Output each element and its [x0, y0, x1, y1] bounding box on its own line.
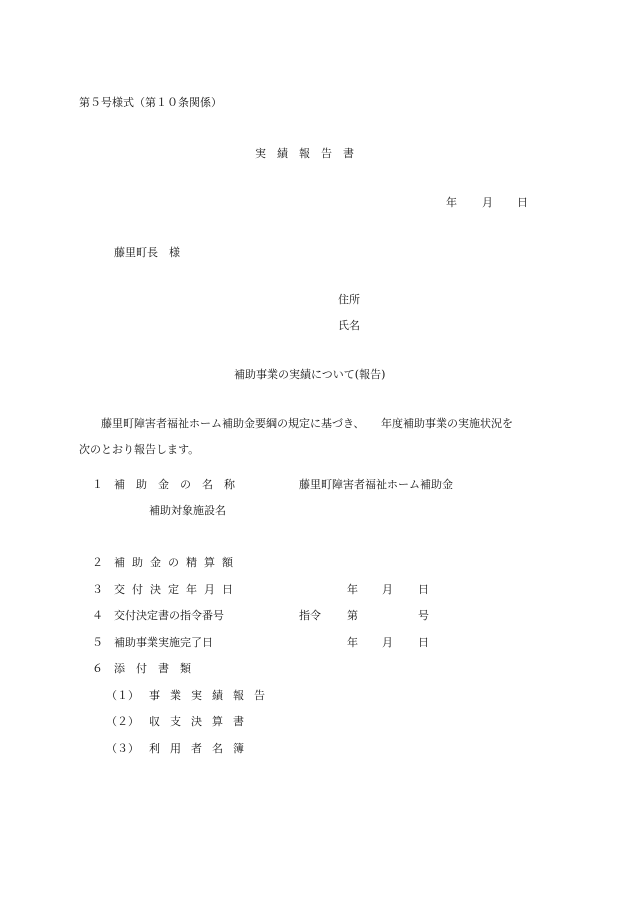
item-2-number: ２	[92, 556, 103, 569]
item-2-label: 補助金の精算額	[114, 556, 240, 569]
document-title: 実績報告書	[255, 147, 365, 160]
item-1-sub-label: 補助対象施設名	[149, 504, 226, 517]
subject-line: 補助事業の実績について(報告)	[234, 368, 386, 381]
attachment-2-number: （２）	[106, 715, 139, 728]
attachment-1-label: 事業実績報告	[149, 689, 275, 702]
date-month: 月	[482, 196, 493, 209]
item-6-label: 添付書類	[114, 662, 202, 675]
attachment-3-label: 利用者名簿	[149, 742, 254, 755]
item-5-label: 補助事業実施完了日	[114, 636, 213, 649]
addressee: 藤里町長 様	[114, 246, 180, 259]
date-day: 日	[517, 196, 528, 209]
address-label: 住所	[338, 293, 360, 306]
attachment-1-number: （１）	[106, 689, 139, 702]
item-3-day: 日	[418, 583, 429, 596]
item-5-month: 月	[382, 636, 393, 649]
date-year: 年	[446, 196, 457, 209]
item-3-number: ３	[92, 583, 103, 596]
item-1-number: １	[92, 478, 103, 491]
item-4-number: ４	[92, 609, 103, 622]
item-6-number: ６	[92, 662, 103, 675]
item-4-label: 交付決定書の指令番号	[114, 609, 224, 622]
item-3-month: 月	[382, 583, 393, 596]
item-5-day: 日	[418, 636, 429, 649]
item-5-number: ５	[92, 636, 103, 649]
item-1-value: 藤里町障害者福祉ホーム補助金	[299, 478, 453, 491]
item-4-shirei: 指令	[299, 609, 321, 622]
item-5-year: 年	[347, 636, 358, 649]
attachment-2-label: 収支決算書	[149, 715, 254, 728]
form-number: 第５号様式（第１０条関係）	[79, 96, 222, 109]
item-4-dai: 第	[347, 609, 358, 622]
attachment-3-number: （３）	[106, 742, 139, 755]
item-3-label: 交付決定年月日	[114, 583, 240, 596]
name-label: 氏名	[338, 319, 360, 332]
body-line-1: 藤里町障害者福祉ホーム補助金要綱の規定に基づき、 年度補助事業の実施状況を	[101, 417, 514, 430]
item-4-go: 号	[418, 609, 429, 622]
body-line-2: 次のとおり報告します。	[79, 443, 200, 456]
item-1-label: 補助金の名称	[114, 478, 246, 491]
item-3-year: 年	[347, 583, 358, 596]
